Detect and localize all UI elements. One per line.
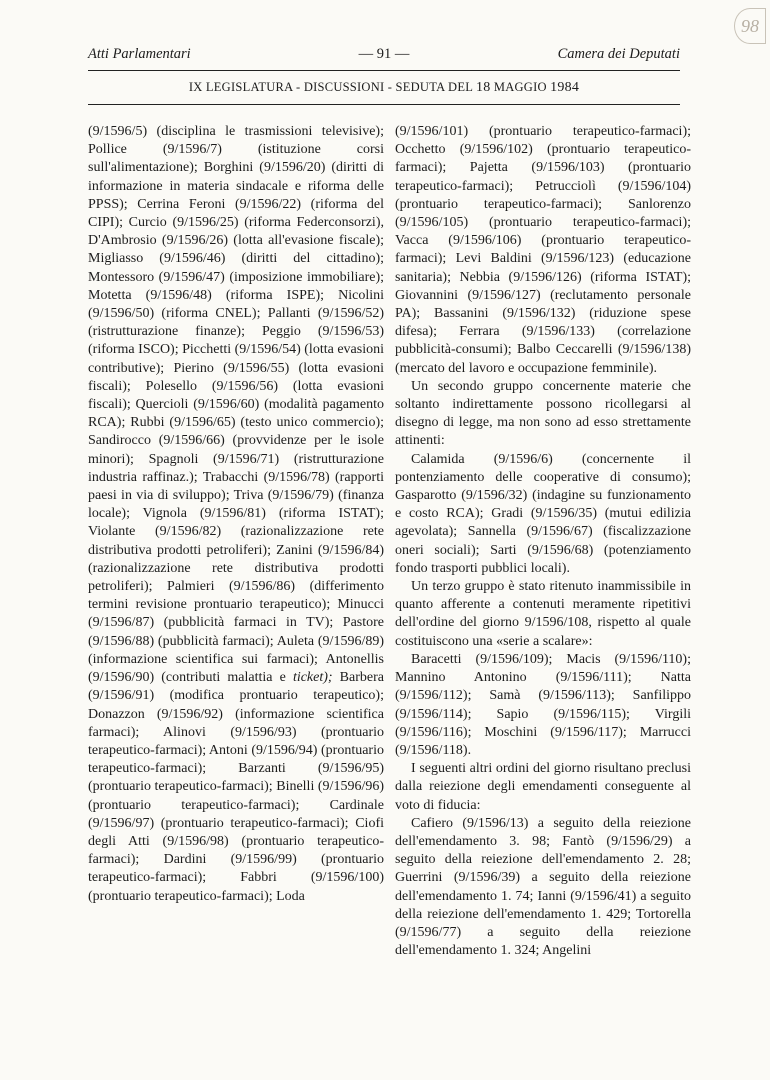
header-chamber: Camera dei Deputati <box>557 46 680 62</box>
header-rule-top <box>88 70 680 71</box>
right-paragraph-3: Calamida (9/1596/6) (concernente il pontenziamento delle cooperative di consumo); Gasparotto (9/1596/32) (indagine su funzionamento e costo RCA); Gradi (9/1596/35) (mutui edilizia agevolata); Sannella (9/1596/67) (fiscalizzazione oneri sociali); Sarti (9/1596/68) (potenziamento fondo trasporti pubblici locali). <box>395 451 691 576</box>
left-column <box>88 123 384 906</box>
header-rule-bottom <box>88 104 680 105</box>
session-day: 18 <box>476 80 491 95</box>
right-paragraph-6: I seguenti altri ordini del giorno risultano preclusi dalla reiezione degli emendamenti conseguente al voto di fiducia: <box>395 761 691 813</box>
header-publication: Atti Parlamentari <box>88 46 191 62</box>
left-paragraph-1-italic: ticket); <box>292 670 333 686</box>
archive-stamp <box>734 8 766 44</box>
right-paragraph-7: Cafiero (9/1596/13) a seguito della reiezione dell'emendamento 3. 98; Fantò (9/1596/29) a seguito della reiezione dell'emendamento 2. 28; Guerrini (9/1596/39) a seguito della reiezione dell'emendamento 1. 74; Ianni (9/1596/41) a seguito della reiezione dell'emendamento 1. 429; Tortorella (9/1596/77) a seguito della reiezione dell'emendamento 1. 324; Angelini <box>395 815 691 959</box>
right-paragraph-1: (9/1596/101) (prontuario terapeutico-farmaci); Occhetto (9/1596/102) (prontuario terapeutico-farmaci); Pajetta (9/1596/103) (prontuario terapeutico-farmaci); Petrucciolì (9/1596/104) (prontuario terapeutico-farmaci); Sanlorenzo (9/1596/105) (prontuario terapeutico-farmaci); Vacca (9/1596/106) (prontuario terapeutico-farmaci); Levi Baldini (9/1596/123) (educazione sanitaria); Nebbia (9/1596/126) (riforma ISTAT); Giovannini (9/1596/127) (reclutamento personale PA); Bassanini (9/1596/132) (riduzione spese difesa); Ferrara (9/1596/133) (correlazione pubblicità-consumi); Balbo Ceccarelli (9/1596/138) (mercato del lavoro e occupazione femminile). <box>395 124 691 376</box>
session-year: 1984 <box>550 80 580 95</box>
right-column <box>395 123 691 960</box>
left-paragraph-1-text: (9/1596/5) (disciplina le trasmissioni televisive); Pollice (9/1596/7) (istituzione corsi sull'alimentazione); Borghini (9/1596/20) (diritti di informazione in materia sindacale e riforma delle PPSS); Cerrina Feroni (9/1596/22) (riforma del CIPI); Curcio (9/1596/25) (riforma Federconsorzi), D'Ambrosio (9/1596/26) (lotta all'evasione fiscale); Migliasso (9/1596/46) (diritti del cittadino); Montessoro (9/1596/47) (imposizione immobiliare); Motetta (9/1596/48) (riforma ISPE); Nicolini (9/1596/50) (riforma CNEL); Pallanti (9/1596/52) (ristrutturazione finanze); Peggio (9/1596/53) (riforma ISCO); Picchetti (9/1596/54) (lotta evasioni contributive); Pierino (9/1596/55) (lotta evasioni fiscali); Polesello (9/1596/56) (lotta evasioni fiscali); Quercioli (9/1596/60) (modalità pagamento RCA); Rubbi (9/1596/65) (testo unico commercio); Sandirocco (9/1596/66) (provvidenze per le isole minori); Spagnoli (9/1596/71) (ristrutturazione industria raffinaz.); Trabacchi (9/1596/78) (rapporti paesi in via di sviluppo); Triva (9/1596/79) (finanza locale); Vignola (9/1596/81) (riforma ISTAT); Violante (9/1596/82) (razionalizzazione rete distributiva prodotti petroliferi); Zanini (9/1596/84) (razionalizzazione rete distributiva prodotti petroliferi); Palmieri (9/1596/86) (differimento termini revisione prontuario terapeutico); Minucci (9/1596/87) (pubblicità farmaci in TV); Pastore (9/1596/88) (pubblicità farmaci); Auleta (9/1596/89) (informazione scientifica sui farmaci); Antonellis (9/1596/90) (contributi malattia e <box>88 124 384 686</box>
page-header <box>88 46 680 68</box>
right-paragraph-2: Un secondo gruppo concernente materie che soltanto indirettamente possono ricollegarsi al disegno di legge, ma non sono ad esso strettamente attinenti: <box>395 378 691 449</box>
session-line <box>88 80 680 96</box>
left-paragraph-1 <box>88 123 384 906</box>
session-prefix: IX LEGISLATURA - DISCUSSIONI - SEDUTA DEL <box>188 80 473 94</box>
right-paragraph-4: Un terzo gruppo è stato ritenuto inammissibile in quanto afferente a contenuti meramente ripetitivi dell'ordine del giorno 9/1596/108, rispetto al quale costituiscono una «serie a scalare»: <box>395 579 691 649</box>
session-month: MAGGIO <box>493 80 547 94</box>
right-paragraph-5: Baracetti (9/1596/109); Macis (9/1596/110); Mannino Antonino (9/1596/111); Natta (9/1596/112); Samà (9/1596/113); Sanfilippo (9/1596/114); Sapio (9/1596/115); Virgili (9/1596/116); Moschini (9/1596/117); Marrucci (9/1596/118). <box>395 651 691 758</box>
page-number: — 91 — <box>358 46 410 62</box>
left-paragraph-1-tail: Barbera (9/1596/91) (modifica prontuario terapeutico); Donazzon (9/1596/92) (informazione scientifica farmaci); Alinovi (9/1596/93) (prontuario terapeutico-farmaci); Antoni (9/1596/94) (prontuario terapeutico-farmaci); Barzanti (9/1596/95) (prontuario terapeutico-farmaci); Binelli (9/1596/96) (prontuario terapeutico-farmaci); Cardinale (9/1596/97) (prontuario terapeutico-farmaci); Ciofi degli Atti (9/1596/98) (prontuario terapeutico-farmaci); Dardini (9/1596/99) (prontuario terapeutico-farmaci); Fabbri (9/1596/100) (prontuario terapeutico-farmaci); Loda <box>88 670 384 904</box>
archive-stamp-number: 98 <box>741 15 759 36</box>
